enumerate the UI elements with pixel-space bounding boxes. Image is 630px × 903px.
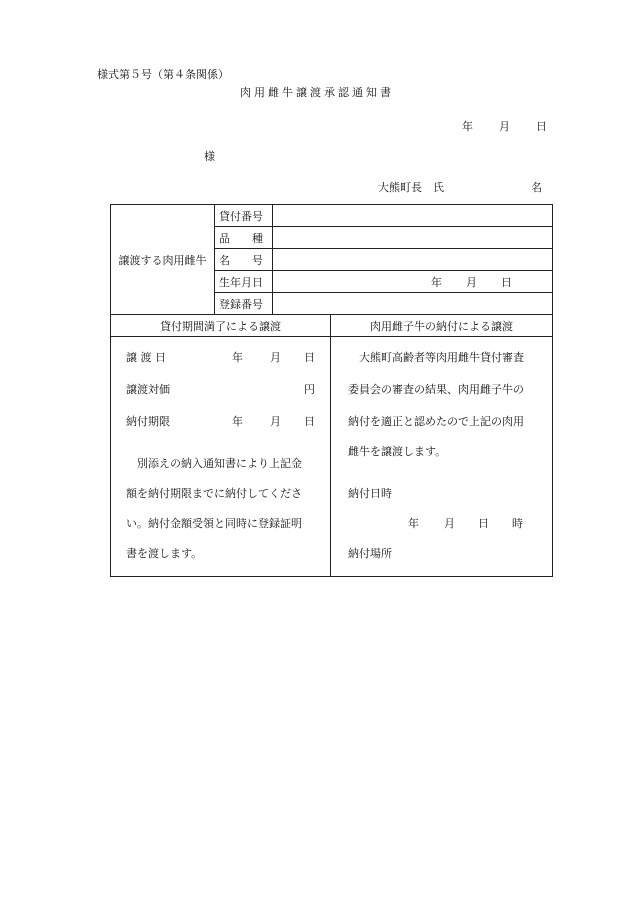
date-day: 日: [536, 120, 547, 133]
delivery-day: 日: [478, 517, 489, 530]
registration-number-label: 登録番号: [215, 293, 273, 315]
notice-line: 委員会の審査の結果、肉用雌子牛の: [348, 383, 524, 396]
notice-line: い。納付金額受領と同時に登録証明: [126, 517, 302, 530]
notice-line: 雌牛を譲渡します。: [348, 445, 447, 458]
birth-date-label: 生年月日: [215, 271, 273, 293]
transfer-form-table: [110, 204, 553, 577]
delivery-place-label: 納付場所: [348, 547, 392, 560]
left-section-header: 貸付期間満了による譲渡: [111, 315, 331, 337]
transfer-date-label: 譲 渡 日: [126, 351, 166, 364]
birth-day: 日: [501, 275, 512, 289]
issuer-name-suffix: 名: [531, 181, 542, 194]
price-label: 譲渡対価: [126, 383, 170, 396]
cattle-name-label: 名 号: [215, 249, 273, 271]
right-section-body: [331, 337, 553, 577]
form-number: 様式第５号（第４条関係）: [97, 68, 229, 81]
cattle-name-field[interactable]: [273, 249, 553, 271]
date-month: 月: [499, 120, 510, 133]
notice-date: [462, 118, 547, 134]
price-unit: 円: [304, 383, 315, 396]
delivery-year: 年: [408, 517, 419, 530]
registration-number-field[interactable]: [273, 293, 553, 315]
birth-year: 年: [431, 275, 442, 289]
notice-line: 額を納付期限までに納付してくださ: [126, 487, 302, 500]
date-year: 年: [462, 120, 473, 133]
birth-month: 月: [466, 275, 477, 289]
notice-line: 納付を適正と認めたので上記の肉用: [348, 415, 524, 428]
transfer-date-day: 日: [304, 351, 315, 364]
cattle-group-label: 譲渡する肉用雌牛: [111, 205, 215, 315]
document-title: 肉用雌牛譲渡承認通知書: [240, 86, 394, 99]
loan-number-label: 貸付番号: [215, 205, 273, 227]
transfer-date-year: 年: [232, 351, 243, 364]
addressee-suffix: 様: [204, 150, 215, 163]
birth-date-field[interactable]: [273, 271, 553, 293]
delivery-datetime-label: 納付日時: [348, 487, 392, 500]
loan-number-field[interactable]: [273, 205, 553, 227]
right-section-header: 肉用雌子牛の納付による譲渡: [331, 315, 553, 337]
delivery-hour: 時: [512, 517, 523, 530]
notice-line: 書を渡します。: [126, 547, 203, 560]
breed-field[interactable]: [273, 227, 553, 249]
left-section-body: [111, 337, 331, 577]
notice-line: 大熊町高齢者等肉用雌牛貸付審査: [348, 351, 524, 364]
deadline-year: 年: [232, 415, 243, 428]
deadline-label: 納付期限: [126, 415, 170, 428]
transfer-date-month: 月: [270, 351, 281, 364]
notice-line: 別添えの納入通知書により上記金: [126, 457, 302, 470]
breed-label: 品 種: [215, 227, 273, 249]
deadline-day: 日: [304, 415, 315, 428]
delivery-month: 月: [444, 517, 455, 530]
deadline-month: 月: [270, 415, 281, 428]
issuer-label: 大熊町長 氏: [378, 181, 444, 194]
